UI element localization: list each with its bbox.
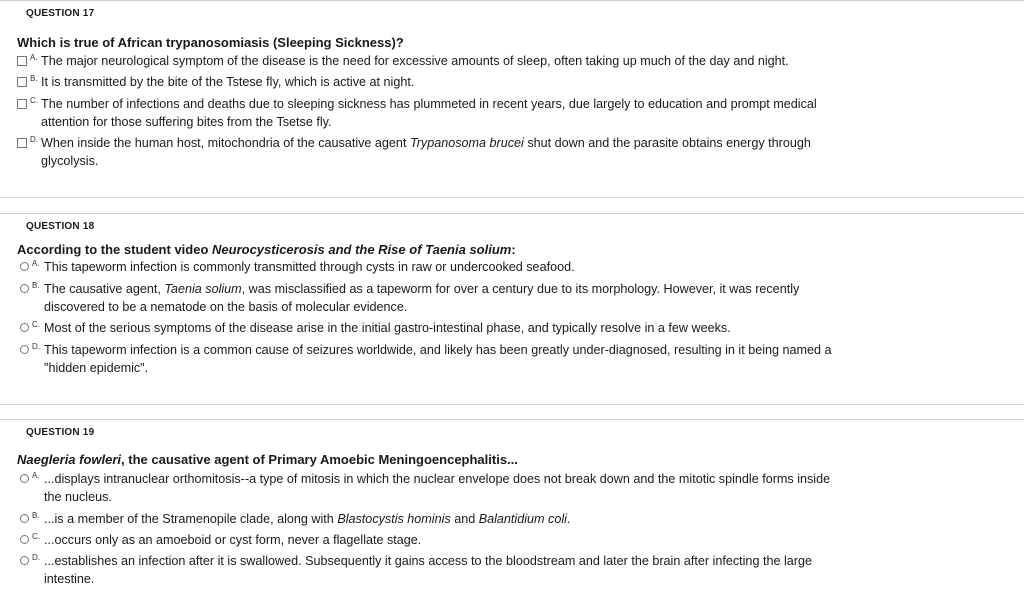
checkbox[interactable]	[17, 99, 27, 109]
species-name: Taenia solium	[164, 282, 242, 296]
option-letter: D.	[32, 342, 40, 351]
question-text	[17, 241, 516, 258]
species-name: Blastocystis hominis	[337, 512, 451, 526]
option-text: ...occurs only as an amoeboid or cyst form, never a flagellate stage.	[44, 533, 422, 547]
question-17	[0, 0, 1024, 198]
option-text-line1: The number of infections and deaths due to sleeping sickness has plummeted in recent years, due largely to education and prompt medical	[41, 97, 817, 111]
option-letter: C.	[30, 96, 38, 105]
species-name: Balantidium coli	[478, 512, 567, 526]
option-text: Most of the serious symptoms of the disease arise in the initial gastro-intestinal phase, and typically resolve in a few weeks.	[44, 321, 731, 335]
option-letter: A.	[32, 259, 40, 268]
radio-button[interactable]	[20, 514, 29, 523]
option-text: It is transmitted by the bite of the Tstese fly, which is active at night.	[41, 75, 415, 89]
question-text-post: , the causative agent of Primary Amoebic Meningoencephalitis...	[121, 452, 518, 467]
option-letter: A.	[30, 53, 38, 62]
option-text-line2: discovered to be a nematode on the basis of molecular evidence.	[44, 300, 408, 314]
option-text	[44, 470, 1004, 506]
option-text-mid: and	[450, 512, 479, 526]
video-title: Neurocysticerosis and the Rise of Taenia solium	[212, 242, 512, 257]
option-letter: B.	[30, 74, 38, 83]
option-letter: C.	[32, 320, 40, 329]
option-text-pre: When inside the human host, mitochondria of the causative agent	[41, 136, 410, 150]
checkbox[interactable]	[17, 138, 27, 148]
question-divider	[0, 197, 1024, 198]
question-text-post: :	[511, 242, 516, 257]
question-number: QUESTION 19	[26, 427, 95, 438]
option-text	[44, 280, 994, 316]
checkbox[interactable]	[17, 56, 27, 66]
option-text-post: shut down and the parasite obtains energy through	[523, 136, 811, 150]
question-text: Which is true of African trypanosomiasis (Sleeping Sickness)?	[17, 35, 404, 50]
radio-button[interactable]	[20, 474, 29, 483]
question-19	[0, 419, 1024, 606]
option-text-line1: ...establishes an infection after it is swallowed. Subsequently it gains access to the bloodstream and later the brain after infecting the large	[44, 554, 812, 568]
option-text	[41, 95, 981, 131]
option-text-pre: The causative agent,	[44, 282, 165, 296]
option-letter: D.	[32, 553, 40, 562]
option-text-line1: ...displays intranuclear orthomitosis--a type of mitosis in which the nuclear envelope does not break down and the mitotic spindle forms inside	[44, 472, 831, 486]
option-text	[41, 134, 981, 170]
question-header	[0, 419, 1024, 444]
question-divider	[0, 404, 1024, 405]
question-18	[0, 213, 1024, 405]
option-text	[44, 341, 1004, 377]
option-letter: A.	[32, 471, 40, 480]
option-text-pre: ...is a member of the Stramenopile clade, along with	[44, 512, 338, 526]
option-text-line2: glycolysis.	[41, 154, 99, 168]
question-text	[17, 451, 518, 468]
radio-button[interactable]	[20, 535, 29, 544]
option-letter: D.	[30, 135, 38, 144]
option-text-line2: attention for those suffering bites from the Tsetse fly.	[41, 115, 332, 129]
radio-button[interactable]	[20, 556, 29, 565]
option-text-line2: intestine.	[44, 572, 95, 586]
option-text-line2: the nucleus.	[44, 490, 112, 504]
option-text: The major neurological symptom of the disease is the need for excessive amounts of sleep, often taking up much of the day and night.	[41, 54, 789, 68]
option-letter: B.	[32, 281, 40, 290]
option-text-line1: This tapeworm infection is a common cause of seizures worldwide, and likely has been greatly under-diagnosed, resulting in it being named a	[44, 343, 832, 357]
radio-button[interactable]	[20, 284, 29, 293]
species-name: Naegleria fowleri	[17, 452, 122, 467]
species-name: Trypanosoma brucei	[409, 136, 524, 150]
option-text-post: , was misclassified as a tapeworm for over a century due to its morphology. However, it was recently	[241, 282, 800, 296]
option-letter: C.	[32, 532, 40, 541]
radio-button[interactable]	[20, 323, 29, 332]
radio-button[interactable]	[20, 345, 29, 354]
radio-button[interactable]	[20, 262, 29, 271]
option-letter: B.	[32, 511, 40, 520]
option-text-line2: "hidden epidemic".	[44, 361, 149, 375]
question-number: QUESTION 18	[26, 221, 95, 232]
question-number: QUESTION 17	[26, 8, 95, 19]
option-text	[44, 552, 1004, 588]
checkbox[interactable]	[17, 77, 27, 87]
option-text: This tapeworm infection is commonly transmitted through cysts in raw or undercooked seafood.	[44, 260, 575, 274]
option-text	[44, 510, 570, 528]
option-text-post: .	[566, 512, 571, 526]
question-header	[0, 213, 1024, 238]
question-text-pre: According to the student video	[17, 242, 213, 257]
question-header	[0, 0, 1024, 25]
